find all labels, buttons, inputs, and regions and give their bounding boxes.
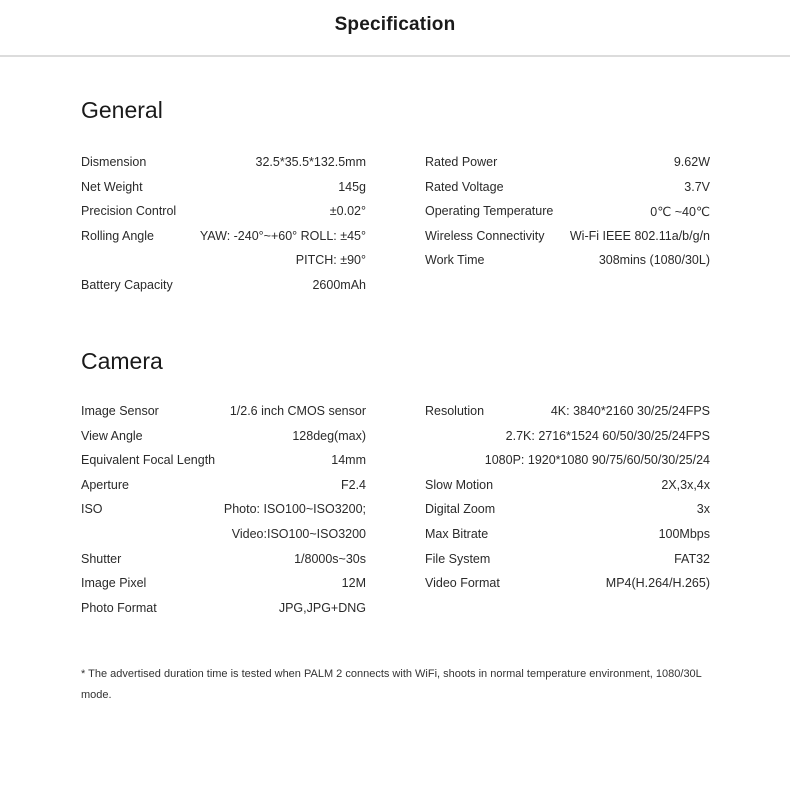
spec-value: 145g [338, 179, 366, 194]
spec-row [81, 453, 366, 478]
spec-row [425, 204, 710, 229]
spec-row [425, 527, 710, 552]
spec-value: 2.7K: 2716*1524 60/50/30/25/24FPS [505, 428, 710, 443]
spec-value: 32.5*35.5*132.5mm [255, 155, 366, 169]
spec-row [425, 229, 710, 254]
spec-row [81, 404, 366, 429]
spec-label: Rated Voltage [425, 179, 504, 194]
general-left-column [81, 155, 366, 303]
spec-row [81, 278, 366, 303]
camera-section-title: Camera [81, 348, 163, 374]
spec-value: MP4(H.264/H.265) [605, 576, 710, 591]
spec-row [81, 429, 366, 454]
spec-label: Image Pixel [81, 576, 147, 591]
spec-label: Aperture [81, 477, 129, 492]
spec-row [425, 478, 710, 503]
spec-value: 100Mbps [658, 526, 710, 541]
spec-value: YAW: -240°~+60° ROLL: ±45° [199, 228, 366, 243]
spec-row [425, 502, 710, 527]
spec-label: Wireless Connectivity [425, 228, 545, 243]
page-title: Specification [334, 14, 456, 35]
spec-row [81, 576, 366, 601]
spec-row [425, 576, 710, 601]
spec-value: 2600mAh [312, 277, 366, 292]
spec-value: JPG,JPG+DNG [278, 600, 366, 615]
spec-row [425, 253, 710, 278]
spec-value: FAT32 [674, 551, 710, 566]
spec-value: 1/8000s~30s [294, 551, 366, 566]
spec-row [81, 204, 366, 229]
spec-row [425, 453, 710, 478]
spec-label: Rated Power [425, 155, 498, 169]
spec-value: 4K: 3840*2160 30/25/24FPS [550, 404, 710, 418]
spec-value: 1080P: 1920*1080 90/75/60/50/30/25/24 [484, 453, 710, 468]
footnote: * The advertised duration time is tested when PALM 2 connects with WiFi, shoots in normal temperature environment, 1080/30L mode. [81, 668, 702, 701]
spec-label: Net Weight [81, 179, 143, 194]
spec-value: 3.7V [684, 179, 710, 194]
spec-label: Equivalent Focal Length [81, 453, 216, 468]
general-right-column [425, 155, 710, 278]
spec-value: F2.4 [340, 477, 366, 492]
spec-value: 12M [341, 576, 366, 591]
spec-value: 3x [696, 502, 710, 517]
spec-label: Battery Capacity [81, 277, 173, 292]
camera-left-column [81, 404, 366, 625]
general-section-title: General [81, 97, 163, 123]
spec-row [425, 180, 710, 205]
page-header [0, 0, 790, 57]
spec-row [81, 180, 366, 205]
spec-row [425, 429, 710, 454]
spec-label: Rolling Angle [81, 228, 154, 243]
spec-value: Wi-Fi IEEE 802.11a/b/g/n [569, 228, 710, 243]
spec-label: Slow Motion [425, 477, 494, 492]
spec-label: Resolution [425, 404, 485, 418]
spec-label: ISO [81, 502, 103, 517]
spec-row [425, 552, 710, 577]
spec-row [81, 253, 366, 278]
spec-label: Video Format [425, 576, 500, 591]
spec-value: 308mins (1080/30L) [598, 253, 710, 268]
spec-row [425, 404, 710, 429]
spec-row [81, 155, 366, 180]
spec-value: Photo: ISO100~ISO3200; [223, 502, 366, 517]
spec-value: PITCH: ±90° [295, 253, 366, 268]
spec-value: 1/2.6 inch CMOS sensor [229, 404, 366, 418]
spec-value: 9.62W [673, 155, 710, 169]
spec-label: Shutter [81, 551, 122, 566]
spec-label: Operating Temperature [425, 204, 554, 219]
spec-label: Photo Format [81, 600, 157, 615]
spec-row [81, 601, 366, 626]
spec-row [81, 502, 366, 527]
spec-row [425, 155, 710, 180]
spec-label: Digital Zoom [425, 502, 496, 517]
spec-value: 128deg(max) [292, 428, 366, 443]
spec-row [81, 552, 366, 577]
spec-label: Work Time [425, 253, 485, 268]
spec-label: Max Bitrate [425, 526, 489, 541]
spec-value: 14mm [331, 453, 366, 468]
spec-label: View Angle [81, 428, 143, 443]
spec-label: Image Sensor [81, 404, 159, 418]
spec-row [81, 527, 366, 552]
spec-label: Dismension [81, 155, 147, 169]
spec-value: ±0.02° [329, 204, 366, 219]
spec-row [81, 478, 366, 503]
spec-row [81, 229, 366, 254]
camera-right-column [425, 404, 710, 601]
spec-label: File System [425, 551, 491, 566]
spec-label: Precision Control [81, 204, 177, 219]
spec-value: 2X,3x,4x [661, 477, 710, 492]
spec-value: Video:ISO100~ISO3200 [231, 526, 366, 541]
spec-value: 0℃ ~40℃ [650, 205, 710, 220]
